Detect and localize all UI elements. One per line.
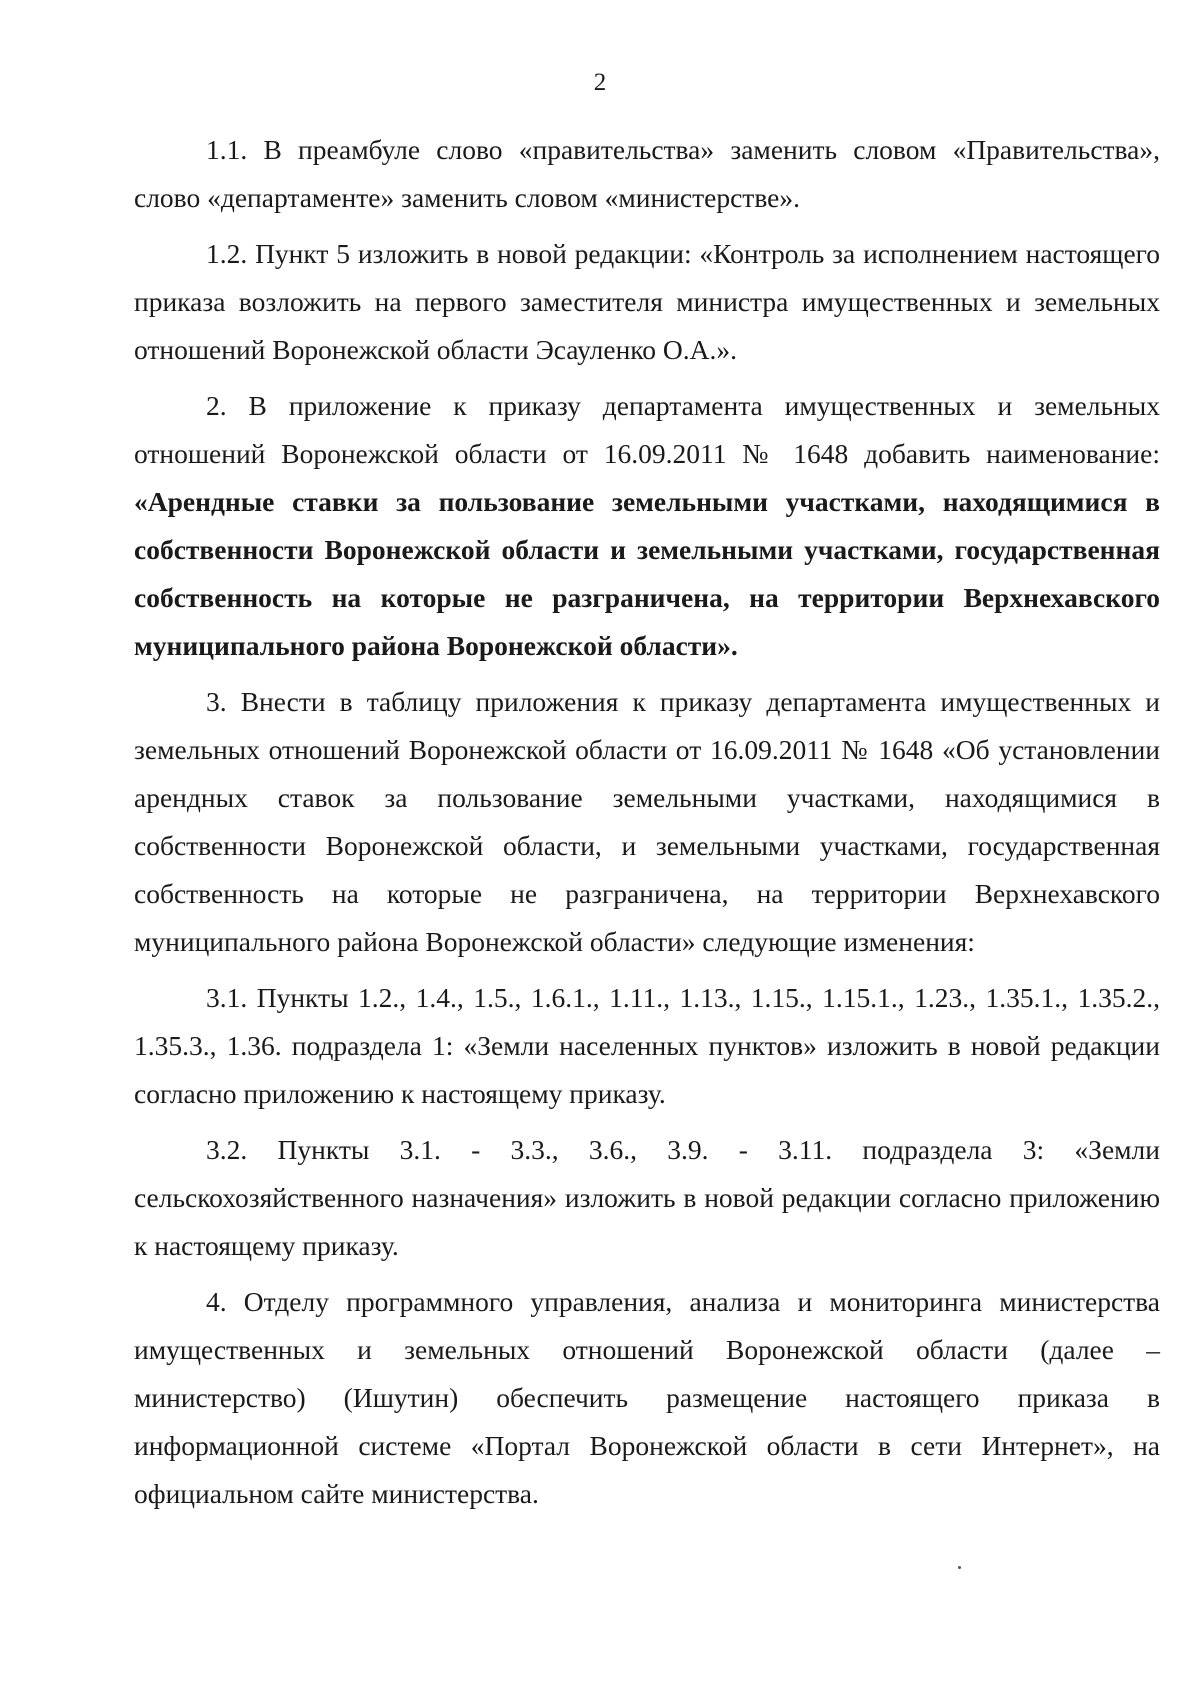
paragraph-1-2: 1.2. Пункт 5 изложить в новой редакции: «Контроль за исполнением настоящего приказа возложить на первого заместителя министра имущественных и земельных отношений Воронежской области Эсауленко О.А.». xyxy=(134,238,1160,365)
paragraph-2 xyxy=(134,382,1160,670)
paragraph-2-bold-title: «Арендные ставки за пользование земельными участками, находящимися в собственности Воронежской области и земельными участками, государственная собственность на которые не разграничена, на территории Верхнехавского муниципального района Воронежской области». xyxy=(134,486,1160,661)
scan-speck xyxy=(958,1566,961,1569)
paragraph-1-1: 1.1. В преамбуле слово «правительства» заменить словом «Правительства», слово «департаменте» заменить словом «министерстве». xyxy=(134,134,1160,213)
paragraph-4: 4. Отделу программного управления, анализа и мониторинга министерства имущественных и земельных отношений Воронежской области (далее – министерство) (Ишутин) обеспечить размещение настоящего приказа в информационной системе «Портал Воронежской области в сети Интернет», на официальном сайте министерства. xyxy=(134,1286,1160,1509)
paragraph-3: 3. Внести в таблицу приложения к приказу департамента имущественных и земельных отношений Воронежской области от 16.09.2011 № 1648 «Об установлении арендных ставок за пользование земельными участками, находящимися в собственности Воронежской области, и земельными участками, государственная собственность на которые не разграничена, на территории Верхнехавского муниципального района Воронежской области» следующие изменения: xyxy=(134,686,1160,957)
page-number: 2 xyxy=(593,69,607,96)
document-body xyxy=(134,126,1160,1518)
paragraph-3-1: 3.1. Пункты 1.2., 1.4., 1.5., 1.6.1., 1.11., 1.13., 1.15., 1.15.1., 1.23., 1.35.1., 1.35.2., 1.35.3., 1.36. подраздела 1: «Земли населенных пунктов» изложить в новой редакции согласно приложению к настоящему приказу. xyxy=(134,982,1160,1109)
paragraph-2-text: 2. В приложение к приказу департамента имущественных и земельных отношений Воронежской области от 16.09.2011 № 1648 добавить наименование: xyxy=(134,390,1160,469)
paragraph-3-2: 3.2. Пункты 3.1. - 3.3., 3.6., 3.9. - 3.11. подраздела 3: «Земли сельскохозяйственного назначения» изложить в новой редакции согласно приложению к настоящему приказу. xyxy=(134,1134,1160,1261)
